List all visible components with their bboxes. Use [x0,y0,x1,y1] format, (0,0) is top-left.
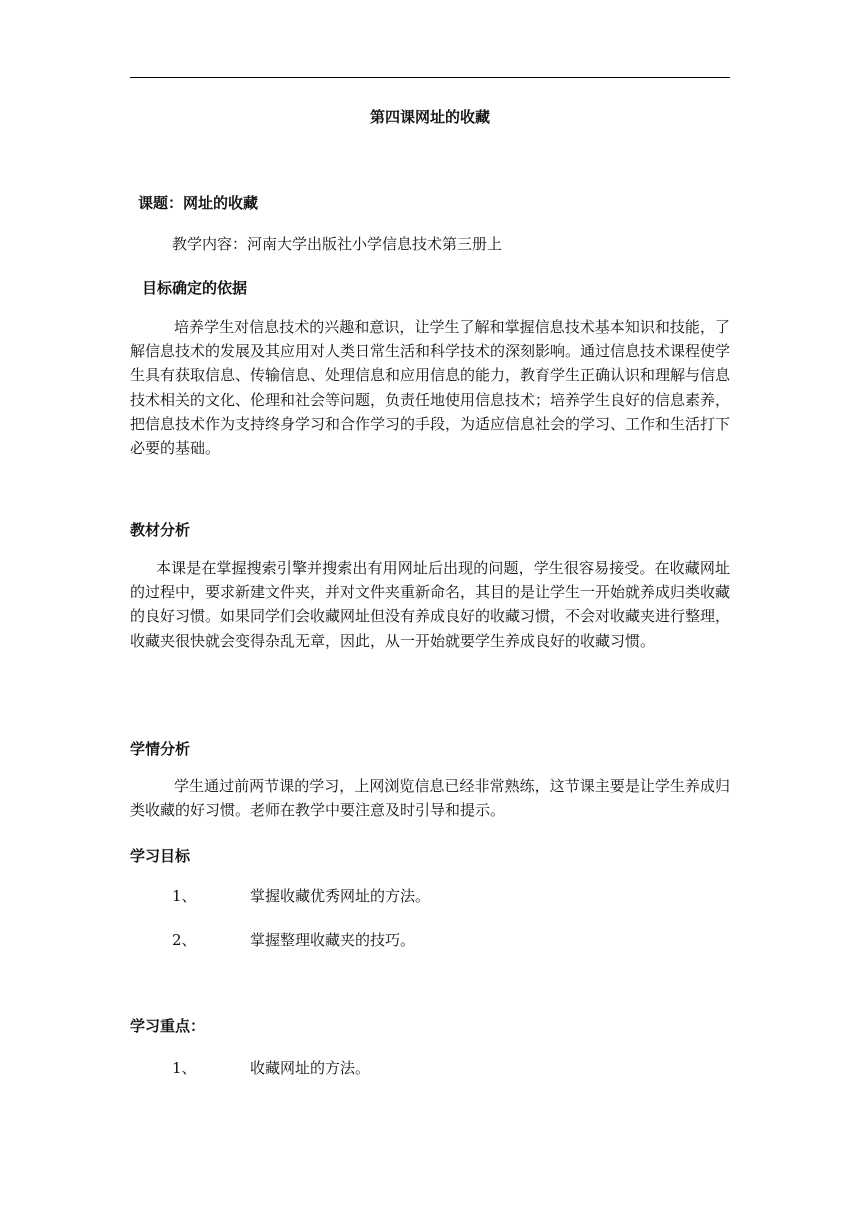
student-heading: 学情分析 [130,740,191,758]
student-paragraph: 学生通过前两节课的学习，上网浏览信息已经非常熟练，这节课主要是让学生养成归类收藏的好习惯。老师在教学中要注意及时引导和提示。 [130,777,730,820]
key-heading: 学习重点： [130,1017,206,1035]
key-point-number: 1、 [172,1059,197,1077]
goals-heading: 学习目标 [130,847,191,865]
document-title: 第四课网址的收藏 [369,108,490,126]
goal-text: 掌握收藏优秀网址的方法。 [250,887,431,905]
material-heading: 教材分析 [130,521,191,539]
material-paragraph: 本课是在掌握搜索引擎并搜索出有用网址后出现的问题，学生很容易接受。在收藏网址的过程中，要求新建文件夹，并对文件夹重新命名，其目的是让学生一开始就养成归类收藏的良好习惯。如果同学们会收藏网址但没有养成良好的收藏习惯，不会对收藏夹进行整理，收藏夹很快就会变得杂乱无章，因此，从一开始就要学生养成良好的收藏习惯。 [130,559,731,650]
topic-label: 课题：网址的收藏 [138,194,259,212]
goal-text: 掌握整理收藏夹的技巧。 [250,931,416,949]
header-rule [130,77,730,78]
key-point-text: 收藏网址的方法。 [250,1059,371,1077]
goal-number: 1、 [172,887,197,905]
content-line: 教学内容：河南大学出版社小学信息技术第三册上 [172,235,503,253]
goal-number: 2、 [172,931,197,949]
basis-heading: 目标确定的依据 [142,279,248,297]
basis-paragraph: 培养学生对信息技术的兴趣和意识，让学生了解和掌握信息技术基本知识和技能，了解信息技术的发展及其应用对人类日常生活和科学技术的深刻影响。通过信息技术课程使学生具有获取信息、传输信息、处理信息和应用信息的能力，教育学生正确认识和理解与信息技术相关的文化、伦理和社会等问题，负责任地使用信息技术；培养学生良好的信息素养，把信息技术作为支持终身学习和合作学习的手段，为适应信息社会的学习、工作和生活打下必要的基础。 [130,318,731,458]
